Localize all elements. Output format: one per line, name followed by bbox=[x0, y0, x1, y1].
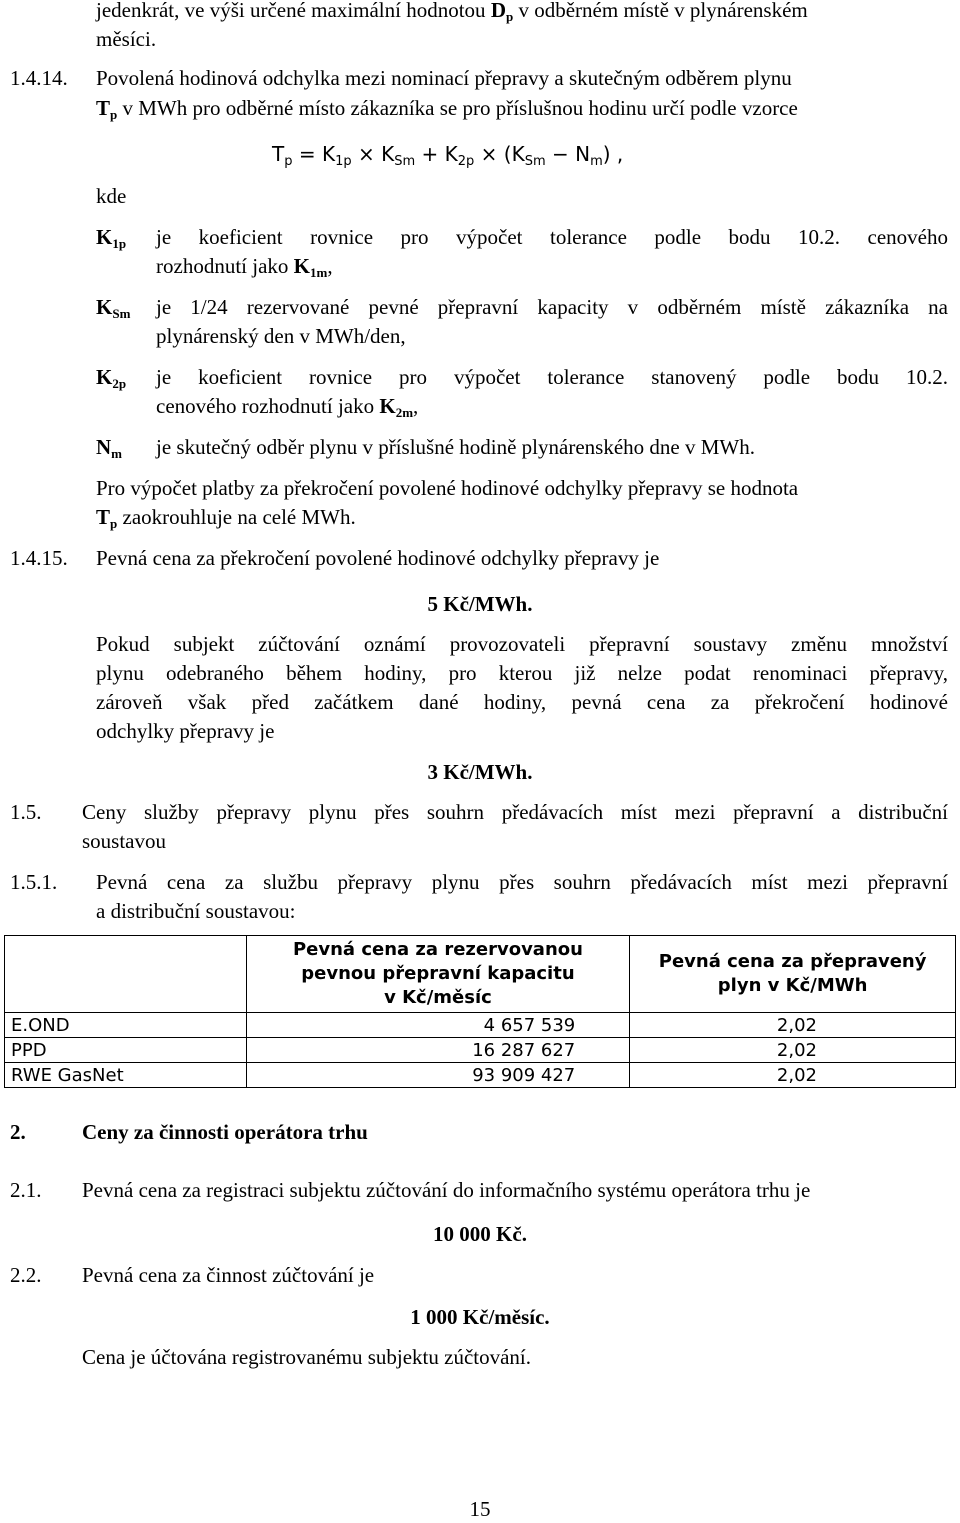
price-value: 3 Kč/MWh. bbox=[427, 760, 533, 784]
kde-label: kde bbox=[96, 184, 127, 208]
section-title: Ceny za činnosti operátora trhu bbox=[82, 1120, 368, 1144]
text-line: zároveň však před začátkem dané hodiny, pevná cena za překročení hodinové bbox=[96, 690, 948, 714]
definition-text: je koeficient rovnice pro výpočet tolerance stanovený podle bodu 10.2. bbox=[156, 365, 948, 389]
text-line: měsíci. bbox=[96, 27, 157, 51]
section-number: 2.2. bbox=[10, 1263, 42, 1287]
text-line: Pevná cena za registraci subjektu zúčtování do informačního systému operátora trhu je bbox=[82, 1178, 811, 1202]
definition-text: je koeficient rovnice pro výpočet tolerance podle bodu 10.2. cenového bbox=[156, 225, 948, 249]
price-table bbox=[4, 935, 956, 1088]
definition-symbol: $N_m$ bbox=[96, 435, 123, 461]
section-number: 1.4.15. bbox=[10, 546, 68, 570]
section-number: 1.5.1. bbox=[10, 870, 58, 894]
price-value: 1 000 Kč/měsíc. bbox=[410, 1305, 550, 1329]
price-value: 5 Kč/MWh. bbox=[427, 592, 533, 616]
table-cell-operator: PPD bbox=[5, 1038, 247, 1063]
table-row bbox=[5, 1063, 956, 1088]
table-header-capacity: Pevná cena za rezervovanou pevnou přepravní kapacitu v Kč/měsíc bbox=[246, 936, 630, 1013]
section-number: 2.1. bbox=[10, 1178, 42, 1202]
text-line: Pevná cena za službu přepravy plynu přes souhrn předávacích míst mezi přepravní bbox=[96, 870, 948, 894]
text-line: soustavou bbox=[82, 829, 166, 853]
text-line: Ceny služby přepravy plynu přes souhrn předávacích míst mezi přepravní a distribuční bbox=[82, 800, 948, 824]
formula: $T_p = K_{1p} \times K_{Sm} + K_{2p} \times (K_{Sm} - N_m)$ , bbox=[272, 142, 624, 169]
definition-text: plynárenský den v MWh/den, bbox=[156, 324, 406, 348]
table-header-empty bbox=[5, 936, 247, 1013]
text-line: jedenkrát, ve výši určené maximální hodnotou $D_p$ v odběrném místě v plynárenském bbox=[96, 0, 808, 24]
definition-text: je 1/24 rezervované pevné přepravní kapacity v odběrném místě zákazníka na bbox=[156, 295, 948, 319]
definition-symbol: $K_{Sm}$ bbox=[96, 295, 131, 321]
definition-text: rozhodnutí jako $K_{1m}$, bbox=[156, 254, 333, 280]
text-line: Pro výpočet platby za překročení povolené hodinové odchylky přepravy se hodnota bbox=[96, 476, 799, 500]
text-line: Pevná cena za překročení povolené hodinové odchylky přepravy je bbox=[96, 546, 660, 570]
text-line: $T_p$ v MWh pro odběrné místo zákazníka se pro příslušnou hodinu určí podle vzorce bbox=[96, 96, 798, 122]
definition-symbol: $K_{2p}$ bbox=[96, 365, 127, 391]
text-line: Pevná cena za činnost zúčtování je bbox=[82, 1263, 375, 1287]
page-number: 15 bbox=[469, 1497, 491, 1521]
definition-symbol: $K_{1p}$ bbox=[96, 225, 127, 251]
table-cell-capacity: 4 657 539 bbox=[246, 1013, 630, 1038]
table-row bbox=[5, 1013, 956, 1038]
table-cell-capacity: 16 287 627 bbox=[246, 1038, 630, 1063]
table-cell-operator: RWE GasNet bbox=[5, 1063, 247, 1088]
table-cell-operator: E.OND bbox=[5, 1013, 247, 1038]
section-number: 2. bbox=[10, 1120, 26, 1144]
text-line: Povolená hodinová odchylka mezi nominací přepravy a skutečným odběrem plynu bbox=[96, 66, 792, 90]
table-cell-gas: 2,02 bbox=[630, 1063, 956, 1088]
section-number: 1.5. bbox=[10, 800, 42, 824]
price-value: 10 000 Kč. bbox=[433, 1222, 527, 1246]
table-cell-capacity: 93 909 427 bbox=[246, 1063, 630, 1088]
text-line: Cena je účtována registrovanému subjektu zúčtování. bbox=[82, 1345, 532, 1369]
table-cell-gas: 2,02 bbox=[630, 1013, 956, 1038]
text-line: a distribuční soustavou: bbox=[96, 899, 296, 923]
table-header-row bbox=[5, 936, 956, 1013]
text-line: odchylky přepravy je bbox=[96, 719, 275, 743]
table-cell-gas: 2,02 bbox=[630, 1038, 956, 1063]
section-number: 1.4.14. bbox=[10, 66, 68, 90]
text-line: Pokud subjekt zúčtování oznámí provozovateli přepravní soustavy změnu množství bbox=[96, 632, 948, 656]
text-line: $T_p$ zaokrouhluje na celé MWh. bbox=[96, 505, 356, 531]
table-header-gas: Pevná cena za přepravený plyn v Kč/MWh bbox=[630, 936, 956, 1013]
definition-text: cenového rozhodnutí jako $K_{2m}$, bbox=[156, 394, 419, 420]
table-row bbox=[5, 1038, 956, 1063]
text-line: plynu odebraného během hodiny, pro kterou již nelze podat renominaci přepravy, bbox=[96, 661, 948, 685]
definition-text: je skutečný odběr plynu v příslušné hodině plynárenského dne v MWh. bbox=[156, 435, 755, 459]
